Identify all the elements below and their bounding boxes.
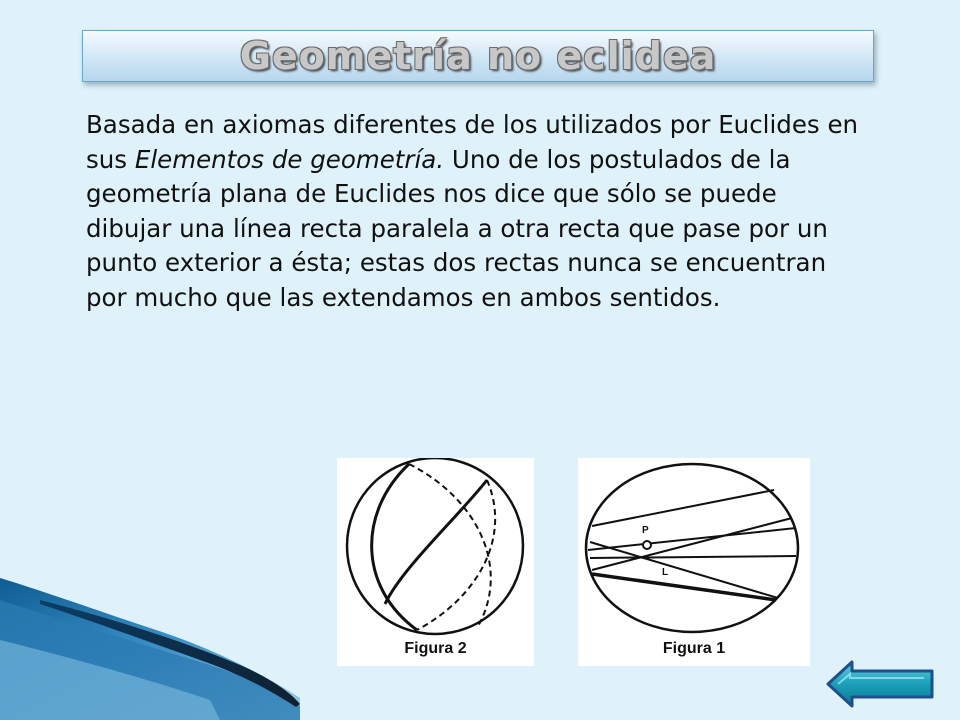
line-l-label: L: [662, 567, 669, 578]
body-text-part2: Uno de los postulados de la geometría plana de Euclides nos dice que sólo se puede dibujar una línea recta paralela a otra recta que pase por un punto exterior a ésta; estas dos rectas nunca se encuentran por mucho que las extendamos en ambos sentidos.: [86, 144, 828, 312]
body-text-part1: Basada en axiomas diferentes de los utilizados por Euclides en sus: [86, 110, 859, 174]
figure-2-image: [337, 458, 534, 666]
body-text-italic: Elementos de geometría.: [134, 144, 445, 174]
slide-title: Geometría no eclidea: [239, 34, 717, 78]
figure-2-caption: Figura 2: [404, 640, 467, 657]
back-arrow-icon: [826, 660, 936, 708]
title-banner: [82, 30, 874, 82]
figure-1-caption: Figura 1: [662, 640, 726, 657]
body-paragraph: [86, 108, 866, 315]
figure-1-image: [578, 458, 810, 666]
point-p-label: P: [642, 525, 649, 536]
back-button[interactable]: [826, 660, 936, 708]
